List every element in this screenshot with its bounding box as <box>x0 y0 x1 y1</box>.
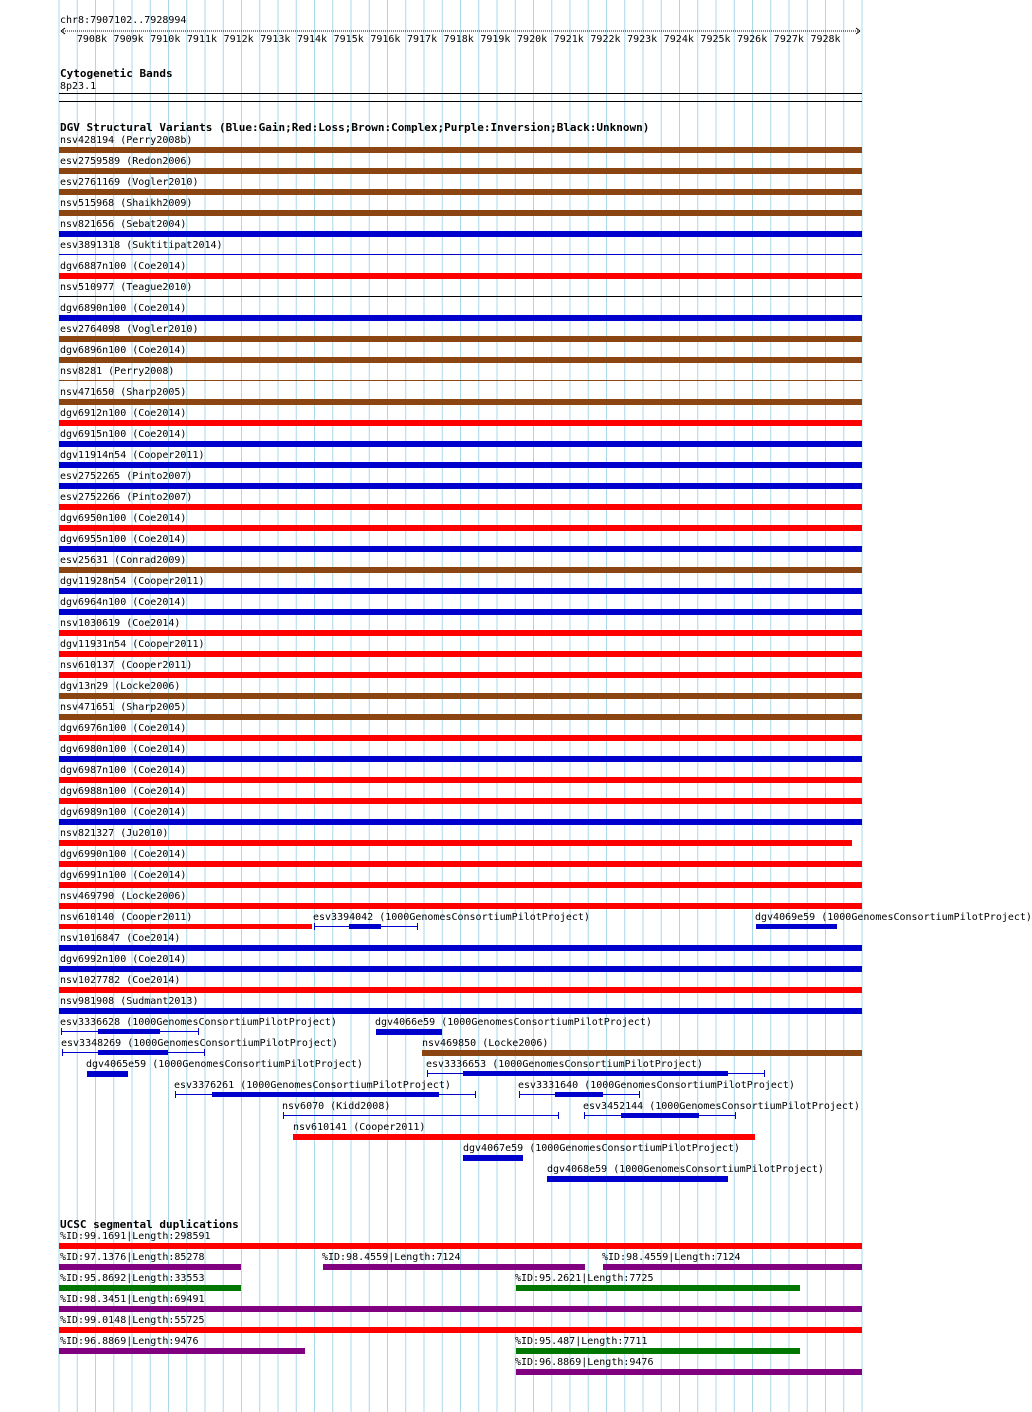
feature-label[interactable]: nsv428194 (Perry2008b) <box>60 135 193 146</box>
feature-cap <box>61 1028 62 1035</box>
feature-bar[interactable] <box>59 399 862 405</box>
feature-label[interactable]: %ID:97.1376|Length:85278 <box>60 1252 205 1263</box>
feature-label[interactable]: esv25631 (Conrad2009) <box>60 555 187 566</box>
ruler-tick-label: 7916k <box>370 34 401 45</box>
feature-bar[interactable] <box>59 987 862 993</box>
feature-bar[interactable] <box>59 315 862 321</box>
feature-bar[interactable] <box>463 1155 523 1161</box>
feature-bar[interactable] <box>376 1029 442 1035</box>
feature-cap <box>314 923 315 930</box>
feature-label[interactable]: nsv821656 (Sebat2004) <box>60 219 187 230</box>
feature-label[interactable]: %ID:95.2621|Length:7725 <box>515 1273 654 1284</box>
cytoband-line <box>59 101 862 102</box>
feature-label[interactable]: dgv6990n100 (Coe2014) <box>60 849 187 860</box>
feature-label[interactable]: dgv11914n54 (Cooper2011) <box>60 450 205 461</box>
feature-label[interactable]: dgv6992n100 (Coe2014) <box>60 954 187 965</box>
feature-line[interactable] <box>283 1115 559 1116</box>
feature-bar[interactable] <box>59 525 862 531</box>
feature-bar[interactable] <box>59 693 862 699</box>
segdup-bar[interactable] <box>59 1327 862 1333</box>
feature-bar[interactable] <box>59 462 862 468</box>
feature-cap <box>735 1112 736 1119</box>
feature-label[interactable]: dgv6976n100 (Coe2014) <box>60 723 187 734</box>
feature-cap <box>475 1091 476 1098</box>
feature-label[interactable]: %ID:95.487|Length:7711 <box>515 1336 648 1347</box>
feature-label[interactable]: %ID:98.4559|Length:7124 <box>322 1252 461 1263</box>
feature-cap <box>558 1112 559 1119</box>
cytoband-label: 8p23.1 <box>60 81 97 92</box>
feature-bar[interactable] <box>59 168 862 174</box>
dgv-track-title: DGV Structural Variants (Blue:Gain;Red:Loss;Brown:Complex;Purple:Inversion;Black:Unknown) <box>60 121 650 134</box>
ruler-tick-label: 7925k <box>700 34 731 45</box>
ruler-tick-label: 7914k <box>296 34 328 45</box>
feature-bar[interactable] <box>59 840 852 846</box>
feature-bar[interactable] <box>463 1071 728 1076</box>
segdup-bar[interactable] <box>603 1264 862 1270</box>
feature-bar[interactable] <box>98 1050 168 1055</box>
feature-bar[interactable] <box>349 924 381 929</box>
feature-label[interactable]: dgv11931n54 (Cooper2011) <box>60 639 205 650</box>
feature-bar[interactable] <box>59 882 862 888</box>
feature-bar[interactable] <box>212 1092 439 1097</box>
segdup-bar[interactable] <box>59 1243 862 1249</box>
feature-label[interactable]: dgv6887n100 (Coe2014) <box>60 261 187 272</box>
feature-bar[interactable] <box>59 567 862 573</box>
feature-bar[interactable] <box>59 609 862 615</box>
feature-bar[interactable] <box>59 147 862 153</box>
feature-label[interactable]: dgv11928n54 (Cooper2011) <box>60 576 205 587</box>
feature-bar[interactable] <box>98 1029 160 1034</box>
feature-label[interactable]: esv2752265 (Pinto2007) <box>60 471 193 482</box>
feature-label[interactable]: esv2761169 (Vogler2010) <box>60 177 199 188</box>
feature-label[interactable]: dgv6980n100 (Coe2014) <box>60 744 187 755</box>
feature-cap <box>198 1028 199 1035</box>
feature-bar[interactable] <box>59 1008 862 1014</box>
feature-cap <box>175 1091 176 1098</box>
feature-label[interactable]: dgv6991n100 (Coe2014) <box>60 870 187 881</box>
feature-cap <box>639 1091 640 1098</box>
feature-label[interactable]: esv3331640 (1000GenomesConsortiumPilotProject) <box>518 1080 795 1091</box>
feature-label[interactable]: nsv515968 (Shaikh2009) <box>60 198 193 209</box>
feature-bar[interactable] <box>59 420 862 426</box>
feature-cap <box>519 1091 520 1098</box>
feature-bar[interactable] <box>59 798 862 804</box>
feature-label[interactable]: dgv6987n100 (Coe2014) <box>60 765 187 776</box>
ruler-tick-label: 7926k <box>737 34 768 45</box>
feature-label[interactable]: nsv8281 (Perry2008) <box>60 366 175 377</box>
ruler-tick-label: 7908k <box>76 34 107 45</box>
feature-bar[interactable] <box>59 945 862 951</box>
feature-bar[interactable] <box>59 546 862 552</box>
feature-bar[interactable] <box>59 924 312 929</box>
feature-bar[interactable] <box>59 651 862 657</box>
feature-label[interactable]: nsv471651 (Sharp2005) <box>60 702 187 713</box>
feature-bar[interactable] <box>59 903 862 909</box>
ruler-tick-label: 7911k <box>186 34 218 45</box>
ruler-tick-label: 7917k <box>406 34 438 45</box>
feature-cap <box>417 923 418 930</box>
ruler-tick-label: 7920k <box>517 34 548 45</box>
ruler-tick-label: 7910k <box>150 34 181 45</box>
feature-label[interactable]: dgv6989n100 (Coe2014) <box>60 807 187 818</box>
feature-label[interactable]: nsv1016847 (Coe2014) <box>60 933 181 944</box>
feature-bar[interactable] <box>87 1071 128 1077</box>
feature-label[interactable]: nsv6070 (Kidd2008) <box>282 1101 391 1112</box>
feature-label[interactable]: esv3891318 (Suktitipat2014) <box>60 240 223 251</box>
feature-label[interactable]: dgv4067e59 (1000GenomesConsortiumPilotProject) <box>463 1143 740 1154</box>
feature-label[interactable]: %ID:95.8692|Length:33553 <box>60 1273 205 1284</box>
feature-line[interactable] <box>59 380 862 381</box>
feature-label[interactable]: esv2764098 (Vogler2010) <box>60 324 199 335</box>
feature-label[interactable]: nsv610140 (Cooper2011) <box>60 912 193 923</box>
feature-label[interactable]: dgv6950n100 (Coe2014) <box>60 513 187 524</box>
feature-line[interactable] <box>59 254 862 255</box>
feature-bar[interactable] <box>59 441 862 447</box>
feature-label[interactable]: nsv981908 (Sudmant2013) <box>60 996 199 1007</box>
feature-bar[interactable] <box>59 189 862 195</box>
feature-label[interactable]: dgv6915n100 (Coe2014) <box>60 429 187 440</box>
feature-bar[interactable] <box>59 210 862 216</box>
segdup-track-title: UCSC segmental duplications <box>60 1218 239 1231</box>
feature-label[interactable]: %ID:98.3451|Length:69491 <box>60 1294 205 1305</box>
ruler-tick-label: 7918k <box>443 34 474 45</box>
ruler-tick-label: 7924k <box>663 34 694 45</box>
feature-label[interactable]: dgv4066e59 (1000GenomesConsortiumPilotProject) <box>375 1017 652 1028</box>
ruler-tick-label: 7928k <box>810 34 841 45</box>
segdup-bar[interactable] <box>323 1264 585 1270</box>
feature-bar[interactable] <box>422 1050 862 1056</box>
feature-bar[interactable] <box>59 336 862 342</box>
feature-label[interactable]: nsv1027782 (Coe2014) <box>60 975 181 986</box>
feature-label[interactable]: nsv610141 (Cooper2011) <box>293 1122 426 1133</box>
feature-bar[interactable] <box>59 714 862 720</box>
feature-bar[interactable] <box>59 588 862 594</box>
ruler-position: chr8:7907102..7928994 <box>60 15 187 26</box>
feature-label[interactable]: %ID:96.8869|Length:9476 <box>60 1336 199 1347</box>
ruler-tick-label: 7909k <box>113 34 144 45</box>
ruler-tick-label: 7912k <box>223 34 254 45</box>
segdup-bar[interactable] <box>59 1285 241 1291</box>
feature-cap <box>204 1049 205 1056</box>
feature-label[interactable]: esv3336628 (1000GenomesConsortiumPilotProject) <box>60 1017 337 1028</box>
feature-label[interactable]: dgv6964n100 (Coe2014) <box>60 597 187 608</box>
ruler-tick-label: 7921k <box>553 34 584 45</box>
feature-cap <box>584 1112 585 1119</box>
feature-label[interactable]: dgv6890n100 (Coe2014) <box>60 303 187 314</box>
feature-bar[interactable] <box>59 672 862 678</box>
feature-bar[interactable] <box>59 231 862 237</box>
feature-label[interactable]: dgv6912n100 (Coe2014) <box>60 408 187 419</box>
feature-line[interactable] <box>59 296 862 297</box>
ruler-tick-label: 7919k <box>480 34 511 45</box>
feature-bar[interactable] <box>59 756 862 762</box>
feature-label[interactable]: nsv510977 (Teague2010) <box>60 282 193 293</box>
feature-cap <box>764 1070 765 1077</box>
feature-bar[interactable] <box>59 777 862 783</box>
feature-cap <box>427 1070 428 1077</box>
feature-label[interactable]: nsv471650 (Sharp2005) <box>60 387 187 398</box>
feature-label[interactable]: nsv610137 (Cooper2011) <box>60 660 193 671</box>
feature-label[interactable]: esv3452144 (1000GenomesConsortiumPilotProject) <box>583 1101 860 1112</box>
feature-bar[interactable] <box>59 966 862 972</box>
ruler-tick-label: 7915k <box>333 34 364 45</box>
ruler-tick-label: 7923k <box>627 34 658 45</box>
feature-label[interactable]: nsv469790 (Locke2006) <box>60 891 187 902</box>
feature-label[interactable]: nsv469850 (Locke2006) <box>422 1038 549 1049</box>
feature-bar[interactable] <box>59 483 862 489</box>
feature-bar[interactable] <box>756 924 837 929</box>
segdup-bar[interactable] <box>516 1348 800 1354</box>
ruler-tick-label: 7913k <box>260 34 291 45</box>
feature-label[interactable]: esv3394042 (1000GenomesConsortiumPilotProject) <box>313 912 590 923</box>
feature-label[interactable]: dgv6896n100 (Coe2014) <box>60 345 187 356</box>
feature-bar[interactable] <box>59 357 862 363</box>
segdup-bar[interactable] <box>59 1348 305 1354</box>
feature-bar[interactable] <box>555 1092 603 1097</box>
segdup-bar[interactable] <box>516 1285 800 1291</box>
feature-label[interactable]: nsv821327 (Ju2010) <box>60 828 169 839</box>
segdup-bar[interactable] <box>516 1369 862 1375</box>
feature-label[interactable]: esv2759589 (Redon2006) <box>60 156 193 167</box>
feature-label[interactable]: dgv13n29 (Locke2006) <box>60 681 181 692</box>
feature-bar[interactable] <box>59 273 862 279</box>
feature-label[interactable]: dgv4068e59 (1000GenomesConsortiumPilotProject) <box>547 1164 824 1175</box>
segdup-bar[interactable] <box>59 1264 241 1270</box>
feature-label[interactable]: %ID:98.4559|Length:7124 <box>602 1252 741 1263</box>
feature-label[interactable]: nsv1030619 (Coe2014) <box>60 618 181 629</box>
feature-bar[interactable] <box>293 1134 755 1140</box>
segdup-bar[interactable] <box>59 1306 862 1312</box>
cytoband-line <box>59 93 862 94</box>
feature-bar[interactable] <box>59 735 862 741</box>
feature-label[interactable]: dgv4069e59 (1000GenomesConsortiumPilotProject) <box>755 912 1032 923</box>
feature-bar[interactable] <box>59 819 862 825</box>
ruler-tick-label: 7922k <box>590 34 621 45</box>
feature-label[interactable]: esv3348269 (1000GenomesConsortiumPilotProject) <box>61 1038 338 1049</box>
feature-label[interactable]: %ID:99.0148|Length:55725 <box>60 1315 205 1326</box>
feature-label[interactable]: esv2752266 (Pinto2007) <box>60 492 193 503</box>
feature-label[interactable]: esv3336653 (1000GenomesConsortiumPilotProject) <box>426 1059 703 1070</box>
feature-label[interactable]: %ID:99.1691|Length:298591 <box>60 1231 211 1242</box>
feature-label[interactable]: esv3376261 (1000GenomesConsortiumPilotProject) <box>174 1080 451 1091</box>
feature-label[interactable]: %ID:96.8869|Length:9476 <box>515 1357 654 1368</box>
feature-bar[interactable] <box>59 630 862 636</box>
feature-label[interactable]: dgv6988n100 (Coe2014) <box>60 786 187 797</box>
feature-label[interactable]: dgv6955n100 (Coe2014) <box>60 534 187 545</box>
feature-cap <box>62 1049 63 1056</box>
feature-cap <box>283 1112 284 1119</box>
feature-label[interactable]: dgv4065e59 (1000GenomesConsortiumPilotProject) <box>86 1059 363 1070</box>
feature-bar[interactable] <box>547 1176 728 1182</box>
feature-bar[interactable] <box>59 861 862 867</box>
cytoband-track-title: Cytogenetic Bands <box>60 67 173 80</box>
ruler-tick-label: 7927k <box>773 34 804 45</box>
feature-bar[interactable] <box>59 504 862 510</box>
feature-bar[interactable] <box>621 1113 699 1118</box>
